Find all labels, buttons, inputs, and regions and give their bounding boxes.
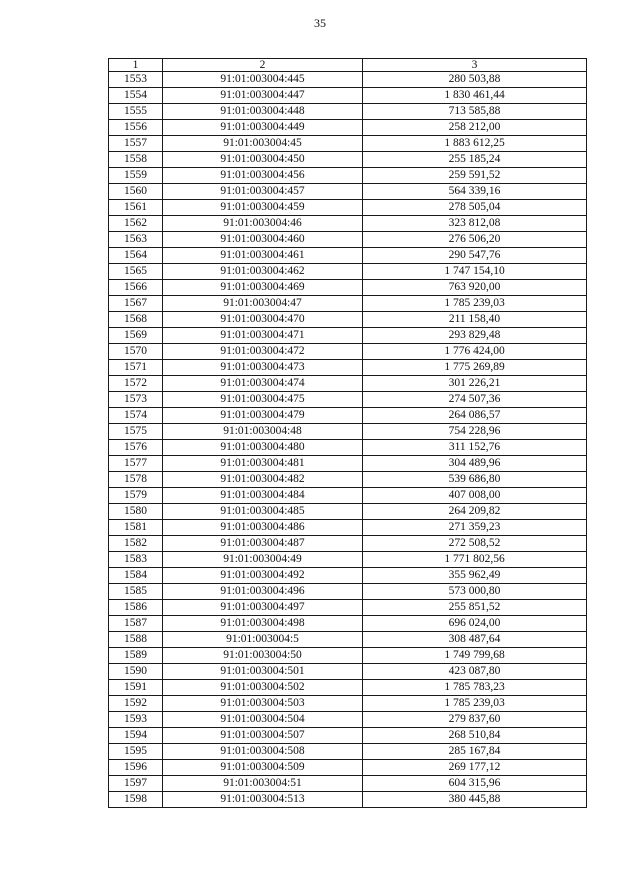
table-row <box>109 296 587 312</box>
value-cell: 355 962,49 <box>363 568 587 584</box>
row-number-cell: 1592 <box>109 696 163 712</box>
table-row <box>109 792 587 808</box>
cadastral-number-cell: 91:01:003004:513 <box>163 792 363 808</box>
table-row <box>109 472 587 488</box>
cadastral-number-cell: 91:01:003004:474 <box>163 376 363 392</box>
cadastral-number-cell: 91:01:003004:480 <box>163 440 363 456</box>
row-number-cell: 1597 <box>109 776 163 792</box>
data-table <box>108 58 587 808</box>
value-cell: 1 883 612,25 <box>363 136 587 152</box>
cadastral-number-cell: 91:01:003004:497 <box>163 600 363 616</box>
table-row <box>109 408 587 424</box>
cadastral-number-cell: 91:01:003004:48 <box>163 424 363 440</box>
row-number-cell: 1577 <box>109 456 163 472</box>
row-number-cell: 1581 <box>109 520 163 536</box>
cadastral-number-cell: 91:01:003004:469 <box>163 280 363 296</box>
table-body <box>109 72 587 808</box>
cadastral-number-cell: 91:01:003004:501 <box>163 664 363 680</box>
table-row <box>109 456 587 472</box>
cadastral-number-cell: 91:01:003004:508 <box>163 744 363 760</box>
table-row <box>109 680 587 696</box>
value-cell: 255 185,24 <box>363 152 587 168</box>
cadastral-number-cell: 91:01:003004:492 <box>163 568 363 584</box>
table-row <box>109 328 587 344</box>
cadastral-number-cell: 91:01:003004:509 <box>163 760 363 776</box>
row-number-cell: 1564 <box>109 248 163 264</box>
cadastral-number-cell: 91:01:003004:507 <box>163 728 363 744</box>
row-number-cell: 1589 <box>109 648 163 664</box>
cadastral-number-cell: 91:01:003004:486 <box>163 520 363 536</box>
row-number-cell: 1587 <box>109 616 163 632</box>
value-cell: 301 226,21 <box>363 376 587 392</box>
cadastral-number-cell: 91:01:003004:461 <box>163 248 363 264</box>
value-cell: 1 785 783,23 <box>363 680 587 696</box>
row-number-cell: 1566 <box>109 280 163 296</box>
table-row <box>109 136 587 152</box>
cadastral-number-cell: 91:01:003004:472 <box>163 344 363 360</box>
row-number-cell: 1579 <box>109 488 163 504</box>
cadastral-number-cell: 91:01:003004:504 <box>163 712 363 728</box>
cadastral-number-cell: 91:01:003004:462 <box>163 264 363 280</box>
value-cell: 304 489,96 <box>363 456 587 472</box>
header-cell-2: 2 <box>163 59 363 72</box>
row-number-cell: 1569 <box>109 328 163 344</box>
row-number-cell: 1572 <box>109 376 163 392</box>
value-cell: 269 177,12 <box>363 760 587 776</box>
table-row <box>109 760 587 776</box>
cadastral-number-cell: 91:01:003004:49 <box>163 552 363 568</box>
row-number-cell: 1578 <box>109 472 163 488</box>
value-cell: 258 212,00 <box>363 120 587 136</box>
cadastral-number-cell: 91:01:003004:484 <box>163 488 363 504</box>
value-cell: 274 507,36 <box>363 392 587 408</box>
value-cell: 539 686,80 <box>363 472 587 488</box>
value-cell: 1 785 239,03 <box>363 296 587 312</box>
table-row <box>109 616 587 632</box>
table-row <box>109 312 587 328</box>
row-number-cell: 1588 <box>109 632 163 648</box>
value-cell: 293 829,48 <box>363 328 587 344</box>
cadastral-number-cell: 91:01:003004:46 <box>163 216 363 232</box>
cadastral-number-cell: 91:01:003004:447 <box>163 88 363 104</box>
value-cell: 604 315,96 <box>363 776 587 792</box>
cadastral-number-cell: 91:01:003004:482 <box>163 472 363 488</box>
value-cell: 276 506,20 <box>363 232 587 248</box>
table-row <box>109 232 587 248</box>
value-cell: 573 000,80 <box>363 584 587 600</box>
cadastral-number-cell: 91:01:003004:5 <box>163 632 363 648</box>
table-row <box>109 264 587 280</box>
cadastral-number-cell: 91:01:003004:50 <box>163 648 363 664</box>
table-row <box>109 200 587 216</box>
row-number-cell: 1555 <box>109 104 163 120</box>
table-row <box>109 72 587 88</box>
value-cell: 407 008,00 <box>363 488 587 504</box>
row-number-cell: 1554 <box>109 88 163 104</box>
value-cell: 1 776 424,00 <box>363 344 587 360</box>
row-number-cell: 1591 <box>109 680 163 696</box>
table-row <box>109 632 587 648</box>
value-cell: 423 087,80 <box>363 664 587 680</box>
row-number-cell: 1561 <box>109 200 163 216</box>
cadastral-number-cell: 91:01:003004:456 <box>163 168 363 184</box>
cadastral-number-cell: 91:01:003004:496 <box>163 584 363 600</box>
row-number-cell: 1562 <box>109 216 163 232</box>
table-row <box>109 664 587 680</box>
table-row <box>109 152 587 168</box>
cadastral-number-cell: 91:01:003004:445 <box>163 72 363 88</box>
table-row <box>109 776 587 792</box>
table-row <box>109 600 587 616</box>
row-number-cell: 1556 <box>109 120 163 136</box>
row-number-cell: 1595 <box>109 744 163 760</box>
cadastral-number-cell: 91:01:003004:448 <box>163 104 363 120</box>
row-number-cell: 1575 <box>109 424 163 440</box>
row-number-cell: 1580 <box>109 504 163 520</box>
row-number-cell: 1557 <box>109 136 163 152</box>
table-row <box>109 504 587 520</box>
table-row <box>109 584 587 600</box>
cadastral-number-cell: 91:01:003004:459 <box>163 200 363 216</box>
cadastral-number-cell: 91:01:003004:460 <box>163 232 363 248</box>
value-cell: 323 812,08 <box>363 216 587 232</box>
row-number-cell: 1586 <box>109 600 163 616</box>
cadastral-number-cell: 91:01:003004:45 <box>163 136 363 152</box>
table-row <box>109 216 587 232</box>
value-cell: 1 830 461,44 <box>363 88 587 104</box>
value-cell: 272 508,52 <box>363 536 587 552</box>
table-row <box>109 248 587 264</box>
cadastral-number-cell: 91:01:003004:449 <box>163 120 363 136</box>
row-number-cell: 1596 <box>109 760 163 776</box>
table-row <box>109 120 587 136</box>
table-row <box>109 488 587 504</box>
table-row <box>109 536 587 552</box>
cadastral-number-cell: 91:01:003004:450 <box>163 152 363 168</box>
table-row <box>109 184 587 200</box>
cadastral-number-cell: 91:01:003004:471 <box>163 328 363 344</box>
cadastral-number-cell: 91:01:003004:47 <box>163 296 363 312</box>
cadastral-number-cell: 91:01:003004:473 <box>163 360 363 376</box>
table-row <box>109 568 587 584</box>
table-row <box>109 168 587 184</box>
table-row <box>109 552 587 568</box>
value-cell: 271 359,23 <box>363 520 587 536</box>
cadastral-number-cell: 91:01:003004:475 <box>163 392 363 408</box>
row-number-cell: 1560 <box>109 184 163 200</box>
row-number-cell: 1570 <box>109 344 163 360</box>
value-cell: 280 503,88 <box>363 72 587 88</box>
value-cell: 1 749 799,68 <box>363 648 587 664</box>
row-number-cell: 1574 <box>109 408 163 424</box>
table-header <box>109 59 587 72</box>
value-cell: 1 771 802,56 <box>363 552 587 568</box>
table-row <box>109 520 587 536</box>
row-number-cell: 1563 <box>109 232 163 248</box>
cadastral-number-cell: 91:01:003004:487 <box>163 536 363 552</box>
table-row <box>109 440 587 456</box>
cadastral-number-cell: 91:01:003004:470 <box>163 312 363 328</box>
table-row <box>109 744 587 760</box>
row-number-cell: 1583 <box>109 552 163 568</box>
table-row <box>109 712 587 728</box>
page-number: 35 <box>314 16 326 30</box>
row-number-cell: 1598 <box>109 792 163 808</box>
value-cell: 1 785 239,03 <box>363 696 587 712</box>
table-row <box>109 344 587 360</box>
value-cell: 255 851,52 <box>363 600 587 616</box>
value-cell: 308 487,64 <box>363 632 587 648</box>
value-cell: 1 747 154,10 <box>363 264 587 280</box>
row-number-cell: 1558 <box>109 152 163 168</box>
value-cell: 279 837,60 <box>363 712 587 728</box>
header-row <box>109 59 587 72</box>
row-number-cell: 1573 <box>109 392 163 408</box>
row-number-cell: 1553 <box>109 72 163 88</box>
value-cell: 696 024,00 <box>363 616 587 632</box>
row-number-cell: 1594 <box>109 728 163 744</box>
table-row <box>109 280 587 296</box>
row-number-cell: 1568 <box>109 312 163 328</box>
row-number-cell: 1582 <box>109 536 163 552</box>
table-row <box>109 696 587 712</box>
header-cell-1: 1 <box>109 59 163 72</box>
table-row <box>109 376 587 392</box>
table-row <box>109 88 587 104</box>
table-row <box>109 728 587 744</box>
row-number-cell: 1559 <box>109 168 163 184</box>
value-cell: 211 158,40 <box>363 312 587 328</box>
row-number-cell: 1576 <box>109 440 163 456</box>
cadastral-number-cell: 91:01:003004:502 <box>163 680 363 696</box>
row-number-cell: 1571 <box>109 360 163 376</box>
table-row <box>109 648 587 664</box>
value-cell: 564 339,16 <box>363 184 587 200</box>
row-number-cell: 1584 <box>109 568 163 584</box>
value-cell: 763 920,00 <box>363 280 587 296</box>
table-row <box>109 392 587 408</box>
value-cell: 278 505,04 <box>363 200 587 216</box>
row-number-cell: 1567 <box>109 296 163 312</box>
row-number-cell: 1590 <box>109 664 163 680</box>
value-cell: 264 209,82 <box>363 504 587 520</box>
value-cell: 311 152,76 <box>363 440 587 456</box>
cadastral-number-cell: 91:01:003004:485 <box>163 504 363 520</box>
value-cell: 259 591,52 <box>363 168 587 184</box>
value-cell: 268 510,84 <box>363 728 587 744</box>
cadastral-number-cell: 91:01:003004:457 <box>163 184 363 200</box>
table-row <box>109 424 587 440</box>
value-cell: 290 547,76 <box>363 248 587 264</box>
value-cell: 264 086,57 <box>363 408 587 424</box>
cadastral-number-cell: 91:01:003004:503 <box>163 696 363 712</box>
header-cell-3: 3 <box>363 59 587 72</box>
cadastral-number-cell: 91:01:003004:479 <box>163 408 363 424</box>
value-cell: 285 167,84 <box>363 744 587 760</box>
cadastral-number-cell: 91:01:003004:498 <box>163 616 363 632</box>
row-number-cell: 1565 <box>109 264 163 280</box>
row-number-cell: 1585 <box>109 584 163 600</box>
table-row <box>109 360 587 376</box>
value-cell: 713 585,88 <box>363 104 587 120</box>
cadastral-number-cell: 91:01:003004:51 <box>163 776 363 792</box>
cadastral-number-cell: 91:01:003004:481 <box>163 456 363 472</box>
row-number-cell: 1593 <box>109 712 163 728</box>
value-cell: 754 228,96 <box>363 424 587 440</box>
value-cell: 1 775 269,89 <box>363 360 587 376</box>
value-cell: 380 445,88 <box>363 792 587 808</box>
table-row <box>109 104 587 120</box>
